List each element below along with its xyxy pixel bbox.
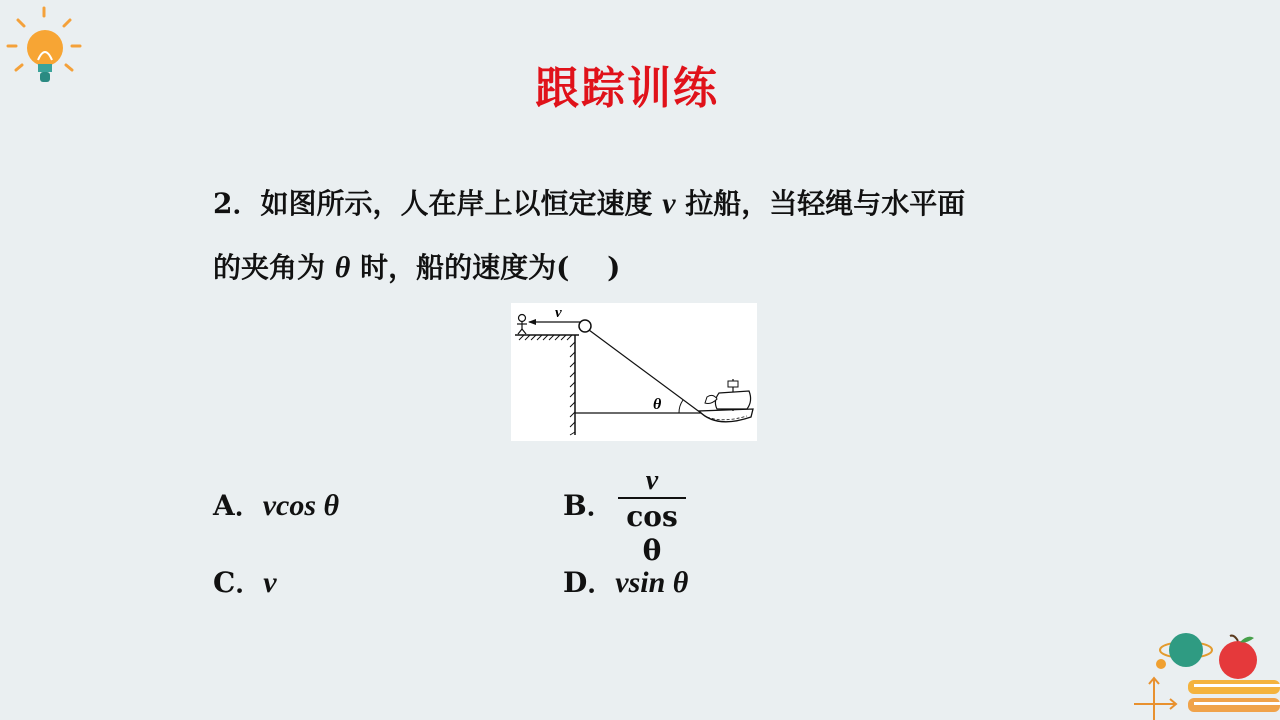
question-text: 拉船，当轻绳与水平面 [675,187,966,220]
question-text: 时，船的速度为( ) [350,251,621,284]
theta-symbol: θ [334,251,351,284]
option-b-label: B． [563,489,615,522]
boat-pulley-figure [511,303,757,441]
option-a-value: vcos θ [262,489,340,522]
option-d-label: D． [563,566,616,599]
option-b[interactable] [563,484,615,524]
figure-diagram [511,303,757,441]
option-a-label: A． [213,489,263,522]
option-c-value: v [263,566,277,599]
option-a[interactable] [213,484,339,524]
option-c-label: C． [213,566,264,599]
option-d[interactable] [563,561,688,601]
velocity-symbol: v [662,187,676,220]
question-line-2 [213,246,620,286]
figure-theta-label: θ [653,396,662,413]
fraction-bar [618,497,686,499]
question-line-1 [213,182,965,222]
question-text: 2．如图所示，人在岸上以恒定速度 [213,187,663,220]
option-b-fraction [618,466,686,568]
page-title: 跟踪训练 [535,63,719,114]
option-b-denominator: cos θ [626,500,678,567]
question-text: 的夹角为 [213,251,335,284]
study-deco-icon [1128,628,1280,720]
option-d-value: vsin θ [615,566,689,599]
option-c[interactable] [213,561,277,601]
figure-v-label: v [555,305,562,321]
option-b-numerator: v [645,465,659,496]
